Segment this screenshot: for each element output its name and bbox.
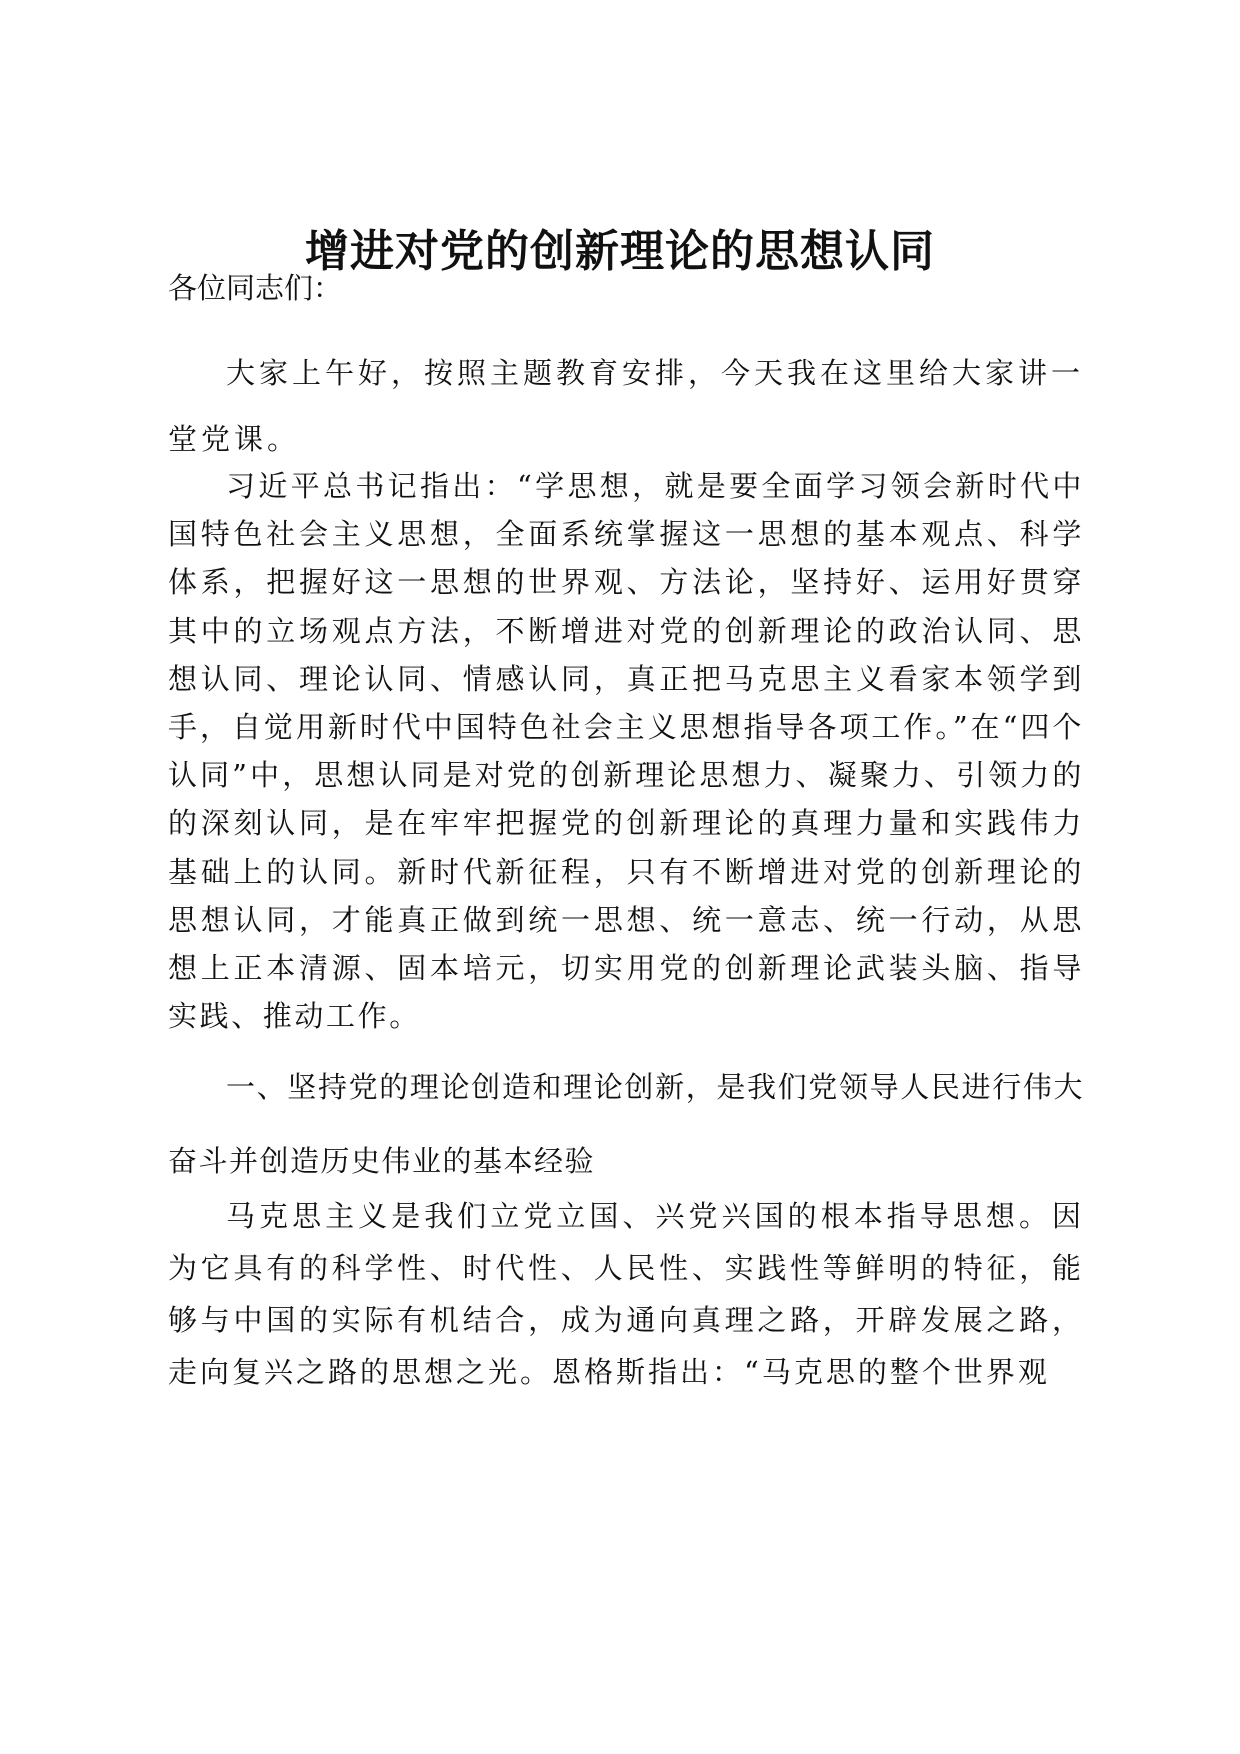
paragraph-quote: 习近平总书记指出：“学思想，就是要全面学习领会新时代中国特色社会主义思想，全面系统掌握这一思想的基本观点、科学体系，把握好这一思想的世界观、方法论，坚持好、运用好贯穿其中的立场观点方法，不断增进对党的创新理论的政治认同、思想认同、理论认同、情感认同，真正把马克思主义看家本领学到手，自觉用新时代中国特色社会主义思想指导各项工作。”在“四个认同”中，思想认同是对党的创新理论思想力、凝聚力、引领力的的深刻认同，是在牢牢把握党的创新理论的真理力量和实践伟力基础上的认同。新时代新征程，只有不断增进对党的创新理论的思想认同，才能真正做到统一思想、统一意志、统一行动，从思想上正本清源、固本培元，切实用党的创新理论武装头脑、指导实践、推动工作。: [168, 469, 1084, 1034]
salutation: 各位同志们：: [168, 271, 343, 305]
section-heading: 一、坚持党的理论创造和理论创新，是我们党领导人民进行伟大奋斗并创造历史伟业的基本经验: [168, 1070, 1084, 1178]
section-paragraph: 马克思主义是我们立党立国、兴党兴国的根本指导思想。因为它具有的科学性、时代性、人民性、实践性等鲜明的特征，能够与中国的实际有机结合，成为通向真理之路，开辟发展之路，走向复兴之路的思想之光。恩格斯指出：“马克思的整个世界观: [168, 1199, 1084, 1389]
paragraph-greeting: 大家上午好，按照主题教育安排，今天我在这里给大家讲一堂党课。: [168, 356, 1085, 456]
document-title: 增进对党的创新理论的思想认同: [305, 226, 935, 277]
